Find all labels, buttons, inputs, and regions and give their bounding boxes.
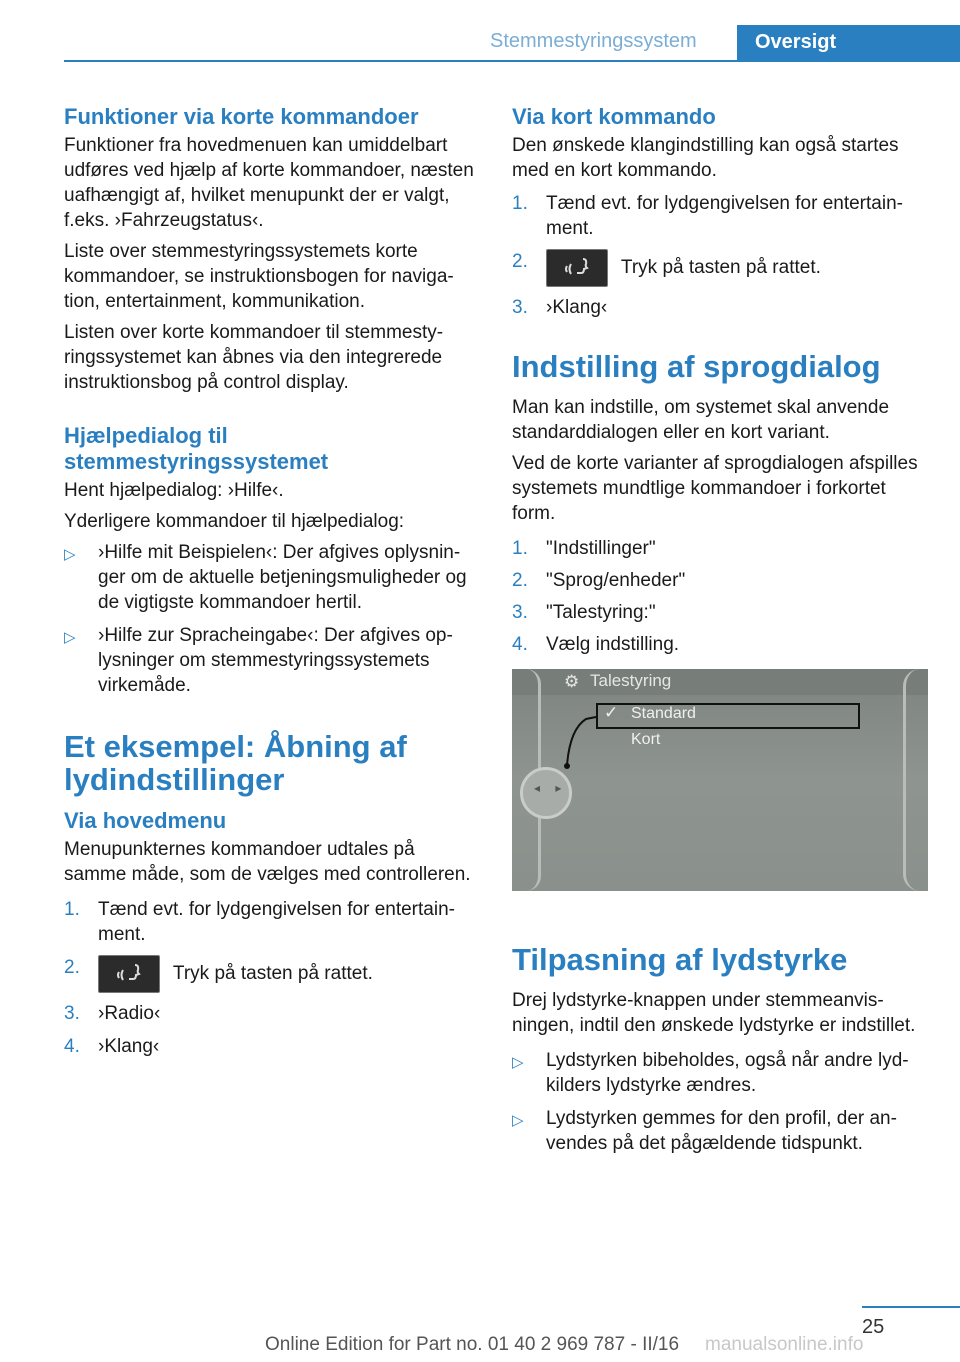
footer-rule — [862, 1306, 960, 1308]
list-item: 1. Tænd evt. for lydgengivelsen for entertainment. — [512, 193, 903, 239]
list-item: 4. ›Klang‹ — [64, 1036, 160, 1057]
list-item: ▷ ›Hilfe zur Spracheingabe‹: Der afgives oplysninger om stemmestyringssystemets virkemåde. — [64, 625, 453, 696]
list-item: ▷ Lydstyrken bibeholdes, også når andre lydkilders lydstyrke ændres. — [512, 1050, 909, 1096]
list-item: 3. ›Klang‹ — [512, 297, 608, 318]
voice-button-icon — [546, 249, 608, 287]
list-item: 1. Tænd evt. for lydgengivelsen for entertainment. — [64, 899, 455, 945]
voice-button-icon — [98, 955, 160, 993]
paragraph: Drej lydstyrke-knappen under stemmeanvisningen, indtil den ønskede lydstyrke er indstillet. — [512, 990, 916, 1036]
header-tab-oversigt: Oversigt — [737, 25, 960, 62]
screen-right-edge — [903, 669, 920, 891]
option-standard: Standard — [631, 705, 696, 722]
edition-line: Online Edition for Part no. 01 40 2 969 787 - II/16 — [265, 1334, 680, 1355]
screen-title: Talestyring — [590, 671, 672, 690]
heading-indstilling-sprogdialog: Indstilling af sprogdialog — [512, 349, 881, 384]
paragraph: Den ønskede klangindstilling kan også startes med en kort kommando. — [512, 135, 899, 181]
heading-hjaelpedialog: Hjælpedialog til stemmestyringssystemet — [64, 423, 329, 474]
right-column — [512, 104, 926, 1164]
header-rule — [64, 60, 960, 62]
triangle-bullet-icon: ▷ — [512, 1054, 524, 1071]
list-item: 1. "Indstillinger" — [512, 538, 656, 559]
paragraph: Funktioner fra hovedmenuen kan umiddelbart udføres ved hjælp af korte kommandoer, næsten uafhængigt af, hvilket menupunkt der er valgt, f.eks. ›Fahrzeugstatus‹. — [64, 135, 474, 231]
step-list — [64, 897, 478, 1059]
heading-via-hovedmenu: Via hovedmenu — [64, 808, 227, 833]
heading-funktioner: Funktioner via korte kommandoer — [64, 104, 419, 129]
step-list — [512, 536, 926, 657]
list-item: ▷ Lydstyrken gemmes for den profil, der anvendes på det pågældende tidspunkt. — [512, 1108, 897, 1154]
option-kort: Kort — [631, 731, 661, 748]
list-item: 2. Tryk på tasten på rattet. — [64, 955, 478, 993]
paragraph: Hent hjælpedialog: ›Hilfe‹. — [64, 480, 284, 501]
heading-et-eksempel: Et eksempel: Åbning af lydindstillinger — [64, 729, 407, 797]
list-item: 2. "Sprog/enheder" — [512, 570, 686, 591]
paragraph: Listen over korte kommandoer til stemmestyringssystemet kan åbnes via den integrerede instruktionsbog på control display. — [64, 322, 444, 393]
page-number: 25 — [862, 1316, 885, 1338]
watermark: manualsonline.info — [705, 1334, 864, 1355]
triangle-bullet-icon: ▷ — [64, 546, 76, 563]
paragraph: Menupunkternes kommandoer udtales på samme måde, som de vælges med controlleren. — [64, 839, 471, 885]
gear-icon: ⚙ — [564, 672, 580, 691]
header-section-title: Stemmestyringssystem — [490, 30, 697, 52]
bullet-list — [512, 1048, 926, 1156]
paragraph: Liste over stemmestyringssystemets korte kommandoer, se instruktionsbogen for navigation, entertainment, kommunikation. — [64, 241, 454, 312]
list-item: 2. Tryk på tasten på rattet. — [512, 249, 926, 287]
check-icon: ✓ — [604, 703, 619, 722]
triangle-bullet-icon: ▷ — [512, 1112, 524, 1129]
list-item: ▷ ›Hilfe mit Beispielen‹: Der afgives oplysninger om de aktuelle betjeningsmuligheder og de vigtigste kommandoer hertil. — [64, 542, 467, 613]
paragraph: Ved de korte varianter af sprogdialogen afspilles systemets mundtlige kommandoer i forkortet form. — [512, 453, 918, 524]
list-item: 3. ›Radio‹ — [64, 1003, 161, 1024]
pointer-line-icon — [512, 669, 928, 891]
control-display-screenshot — [512, 669, 928, 891]
paragraph: Man kan indstille, om systemet skal anvende standarddialogen eller en kort variant. — [512, 397, 890, 443]
arrow-left-right-icon: ◂ ▸ — [534, 781, 568, 795]
bullet-list — [64, 540, 478, 698]
left-column — [64, 104, 478, 1067]
triangle-bullet-icon: ▷ — [64, 629, 76, 646]
heading-via-kort-kommando: Via kort kommando — [512, 104, 716, 129]
list-item: 4. Vælg indstilling. — [512, 634, 680, 655]
heading-tilpasning-lydstyrke: Tilpasning af lydstyrke — [512, 942, 848, 977]
step-list — [512, 191, 926, 320]
paragraph: Yderligere kommandoer til hjælpedialog: — [64, 511, 405, 532]
list-item: 3. "Talestyring:" — [512, 602, 656, 623]
